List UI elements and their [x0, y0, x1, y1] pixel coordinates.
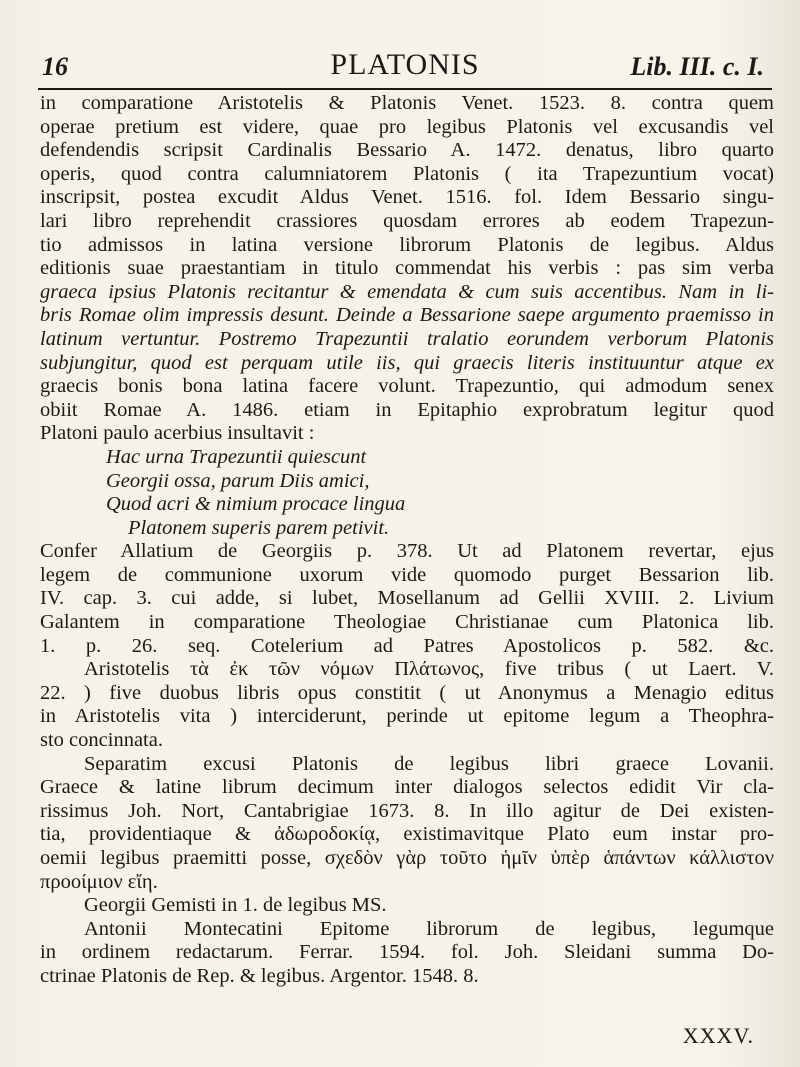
text-line: in ordinem redactarum. Ferrar. 1594. fol. Joh. Sleidani summa Do-: [40, 941, 774, 964]
text-line: sto concinnata.: [40, 729, 163, 752]
text-line: bris Romae olim impressis desunt. Deinde a Bessarione saepe argumento praemisso in: [40, 304, 774, 327]
text-line: legem de communione uxorum vide quomodo purget Bessarion lib.: [40, 563, 774, 586]
text-line: rissimus Joh. Nort, Cantabrigiae 1673. 8. In illo agitur de Dei existen-: [40, 799, 774, 822]
text-line: 22. ) five duobus libris opus constitit ( ut Anonymus a Menagio editus: [40, 681, 774, 704]
text-line: in Aristotelis vita ) interciderunt, perinde ut epitome legum a Theophra-: [40, 705, 774, 728]
text-line: Graece & latine librum decimum inter dialogos selectos edidit Vir cla-: [40, 776, 774, 799]
text-line: Separatim excusi Platonis de legibus libri graece Lovanii.: [84, 752, 774, 775]
text-line: in comparatione Aristotelis & Platonis Venet. 1523. 8. contra quem: [40, 92, 774, 114]
text-line: operis, quod contra calumniatorem Platonis ( ita Trapezuntium vocat): [40, 162, 774, 185]
text-line: tia, providentiaque & ἀδωροδοκίᾳ, existimavitque Plato eum instar pro-: [40, 823, 774, 846]
text-line: lari libro reprehendit crassiores quosdam errores ab eodem Trapezun-: [40, 209, 774, 232]
text-line: obiit Romae A. 1486. etiam in Epitaphio exprobratum legitur quod: [40, 398, 774, 421]
section-reference: Lib. III. c. I.: [630, 52, 764, 81]
text-line: Platonem superis parem petivit.: [128, 516, 390, 539]
text-line: latinum vertuntur. Postremo Trapezuntii tralatio eorundem verborum Platonis: [40, 327, 774, 350]
catchword: XXXV.: [682, 1023, 754, 1048]
text-line: προοίμιον εἴη.: [40, 870, 158, 893]
text-line: 1. p. 26. seq. Cotelerium ad Patres Apostolicos p. 582. &c.: [40, 634, 774, 657]
text-line: Aristotelis τὰ ἐκ τῶν νόμων Πλάτωνος, five tribus ( ut Laert. V.: [84, 658, 774, 681]
text-line: Georgii Gemisti in 1. de legibus MS.: [84, 894, 387, 917]
body-text: [40, 92, 774, 989]
text-line: Confer Allatium de Georgiis p. 378. Ut ad Platonem revertar, ejus: [40, 540, 774, 563]
text-line: defendendis scripsit Cardinalis Bessario A. 1472. denatus, libro quarto: [40, 139, 774, 162]
text-line: graecis bonis bona latina facere volunt. Trapezuntio, qui admodum senex: [40, 375, 774, 398]
text-line: Galantem in comparatione Theologiae Christianae cum Platonica lib.: [40, 611, 774, 634]
running-head: PLATONIS: [330, 48, 480, 81]
text-line: IV. cap. 3. cui adde, si lubet, Mosellanum ad Gellii XVIII. 2. Livium: [40, 587, 774, 610]
text-line: inscripsit, postea excudit Aldus Venet. 1516. fol. Idem Bessario singu-: [40, 186, 774, 209]
text-line: Georgii ossa, parum Diis amici,: [106, 469, 370, 492]
page-header: [38, 48, 772, 90]
text-line: Quod acri & nimium procace lingua: [106, 493, 406, 516]
text-line: graeca ipsius Platonis recitantur & emendata & cum suis accentibus. Nam in li-: [40, 280, 774, 303]
page-number: 16: [42, 52, 68, 81]
text-line: Antonii Montecatini Epitome librorum de legibus, legumque: [84, 917, 774, 940]
text-line: subjungitur, quod est perquam utile iis, qui graecis literis instituuntur atque ex: [40, 351, 774, 374]
text-line: tio admissos in latina versione librorum Platonis de legibus. Aldus: [40, 233, 774, 256]
text-line: Platoni paulo acerbius insultavit :: [40, 422, 315, 445]
text-line: oemii legibus praemitti posse, σχεδὸν γὰρ τοῦτο ἡμῖν ὑπὲρ ἁπάντων κάλλιστον: [40, 847, 774, 869]
text-line: ctrinae Platonis de Rep. & legibus. Argentor. 1548. 8.: [40, 964, 479, 987]
text-line: Hac urna Trapezuntii quiescunt: [106, 445, 367, 468]
text-line: operae pretium est videre, quae pro legibus Platonis vel excusandis vel: [40, 115, 774, 138]
text-line: editionis suae praestantiam in titulo commendat his verbis : pas sim verba: [40, 257, 774, 280]
